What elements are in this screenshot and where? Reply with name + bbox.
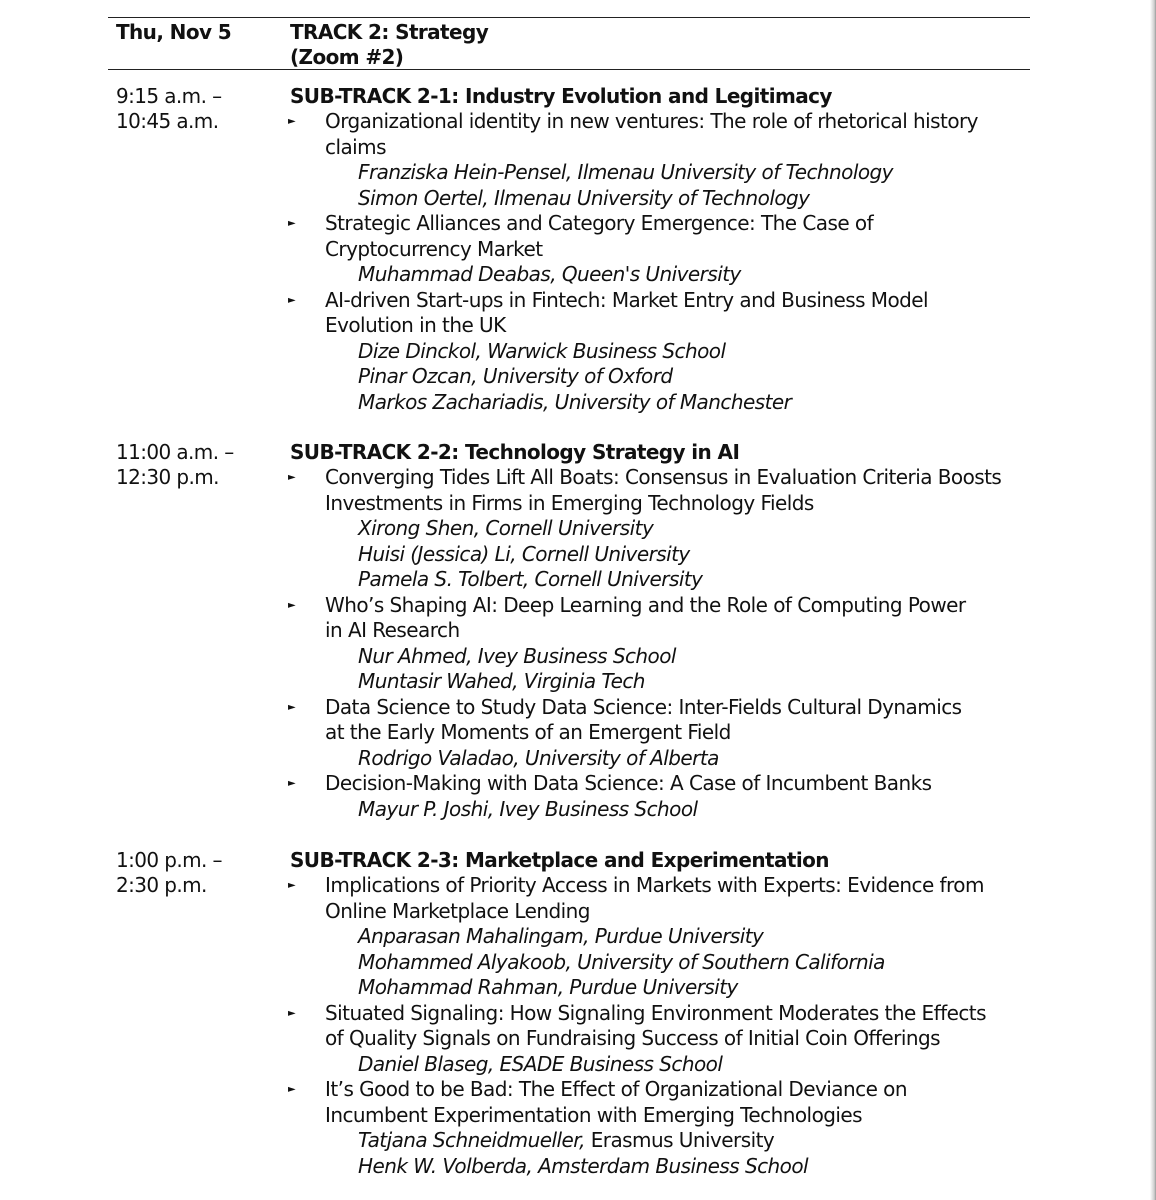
author-affiliation: Erasmus University (584, 1128, 775, 1152)
author-affiliation: University of Manchester (548, 389, 792, 414)
time-start: 9:15 a.m. – (116, 84, 222, 108)
author-line (358, 746, 1030, 772)
author-affiliation: ESADE Business School (493, 1051, 723, 1076)
paper-title-line: Strategic Alliances and Category Emergence: The Case of (325, 211, 874, 235)
subtrack-title: SUB-TRACK 2-1: Industry Evolution and Legitimacy (290, 84, 832, 108)
paper-title (325, 465, 1030, 516)
subtrack-title: SUB-TRACK 2-2: Technology Strategy in AI (290, 440, 740, 464)
bullet-icon: ► (288, 218, 296, 229)
bullet-icon: ► (288, 880, 296, 891)
author-line (358, 669, 1030, 695)
paper-title-line: Evolution in the UK (325, 313, 506, 337)
author-name: Huisi (Jessica) Li, (358, 541, 517, 566)
paper-title-line: Investments in Firms in Emerging Technology Fields (325, 490, 814, 515)
author-name: Markos Zachariadis, (358, 389, 549, 414)
author-affiliation: University of Southern California (571, 949, 885, 974)
author-line (358, 186, 1030, 212)
author-name: Tatjana Schneidmueller, (358, 1128, 585, 1152)
page-edge-shadow (1150, 0, 1156, 1200)
subtrack-title: SUB-TRACK 2-3: Marketplace and Experimentation (290, 848, 829, 872)
author-affiliation: Purdue University (563, 975, 738, 999)
author-name: Nur Ahmed, (358, 643, 472, 668)
paper-title (325, 1077, 1030, 1128)
author-line (358, 1154, 1030, 1180)
session-content (290, 84, 1030, 415)
author-line (358, 797, 1030, 823)
header-top-rule (108, 17, 1030, 18)
paper-item (290, 873, 1030, 1001)
author-name: Dize Dinckol, (358, 338, 482, 363)
paper-title-line: Situated Signaling: How Signaling Environment Moderates the Effects (325, 1000, 986, 1025)
author-line (358, 924, 1030, 950)
author-line (358, 1052, 1030, 1078)
paper-item (290, 1077, 1030, 1179)
paper-title-line: claims (325, 134, 386, 159)
header-bottom-rule (108, 69, 1030, 70)
author-affiliation: Queen's University (556, 262, 741, 286)
session-content (290, 440, 1030, 822)
paper-item (290, 771, 1030, 822)
author-affiliation: Cornell University (528, 567, 703, 591)
author-affiliation: University of Alberta (519, 745, 719, 770)
author-line (358, 262, 1030, 288)
date-text: Thu, Nov 5 (116, 20, 232, 44)
paper-title-line: Implications of Priority Access in Markets with Experts: Evidence from (325, 873, 984, 897)
author-name: Mayur P. Joshi, (358, 796, 494, 821)
time-end: 2:30 p.m. (116, 873, 207, 897)
paper-item (290, 1001, 1030, 1078)
paper-item (290, 465, 1030, 593)
author-name: Mohammad Rahman, (358, 975, 564, 999)
author-name: Simon Oertel, (358, 185, 489, 210)
paper-title-line: AI-driven Start-ups in Fintech: Market Entry and Business Model (325, 287, 929, 312)
bullet-icon: ► (288, 472, 296, 483)
paper-title (325, 288, 1030, 339)
author-affiliation: Ivey Business School (493, 796, 698, 821)
author-affiliation: Cornell University (479, 516, 654, 540)
author-line (358, 542, 1030, 568)
author-affiliation: Virginia Tech (517, 669, 645, 693)
author-name: Pinar Ozcan, (358, 364, 478, 388)
paper-item (290, 288, 1030, 416)
author-line (358, 1128, 1030, 1154)
bullet-icon: ► (288, 778, 296, 789)
author-name: Henk W. Volberda, (358, 1153, 533, 1178)
author-affiliation: Purdue University (588, 924, 764, 948)
author-name: Daniel Blaseg, (358, 1051, 494, 1076)
time-end: 12:30 p.m. (116, 465, 219, 489)
bullet-icon: ► (288, 599, 296, 611)
bullet-icon: ► (288, 116, 296, 127)
author-line (358, 975, 1030, 1001)
bullet-icon: ► (288, 701, 296, 713)
bullet-icon: ► (288, 1007, 296, 1019)
paper-title (325, 695, 1030, 746)
author-line (358, 516, 1030, 542)
paper-title-line: Converging Tides Lift All Boats: Consensus in Evaluation Criteria Boosts (325, 465, 1002, 489)
author-name: Muhammad Deabas, (358, 262, 557, 286)
paper-title-line: Organizational identity in new ventures: The role of rhetorical history (325, 109, 978, 133)
header-track (290, 20, 488, 70)
bullet-icon: ► (288, 294, 296, 306)
paper-title-line: of Quality Signals on Fundraising Success of Initial Coin Offerings (325, 1026, 940, 1050)
session-time (116, 848, 222, 898)
author-line (358, 567, 1030, 593)
paper-title (325, 593, 1030, 644)
author-name: Anparasan Mahalingam, (358, 924, 589, 948)
author-line (358, 339, 1030, 365)
paper-title (325, 1001, 1030, 1052)
author-affiliation: Ivey Business School (471, 643, 676, 668)
paper-title-line: in AI Research (325, 618, 460, 642)
paper-item (290, 593, 1030, 695)
author-name: Mohammed Alyakoob, (358, 949, 572, 974)
author-line (358, 160, 1030, 186)
time-start: 11:00 a.m. – (116, 440, 234, 464)
paper-item (290, 211, 1030, 288)
paper-title-line: at the Early Moments of an Emergent Field (325, 720, 731, 744)
header-date (116, 20, 231, 45)
paper-title (325, 211, 1030, 262)
author-line (358, 644, 1030, 670)
paper-item (290, 109, 1030, 211)
paper-title-line: Who’s Shaping AI: Deep Learning and the Role of Computing Power (325, 592, 966, 617)
paper-title-line: Cryptocurrency Market (325, 236, 543, 261)
paper-title-line: Online Marketplace Lending (325, 898, 590, 923)
paper-title (325, 771, 1030, 797)
author-name: Rodrigo Valadao, (358, 745, 520, 770)
author-name: Muntasir Wahed, (358, 669, 518, 693)
paper-title (325, 109, 1030, 160)
paper-title-line: Incumbent Experimentation with Emerging Technologies (325, 1102, 863, 1127)
paper-title (325, 873, 1030, 924)
author-affiliation: University of Oxford (477, 364, 673, 388)
author-name: Franziska Hein-Pensel, (358, 160, 572, 184)
author-affiliation: Cornell University (516, 541, 690, 566)
paper-item (290, 695, 1030, 772)
track-title: TRACK 2: Strategy (290, 20, 489, 44)
author-name: Pamela S. Tolbert, (358, 567, 529, 591)
author-affiliation: Warwick Business School (481, 338, 726, 363)
bullet-icon: ► (288, 1084, 296, 1095)
author-line (358, 950, 1030, 976)
author-affiliation: Ilmenau University of Technology (488, 185, 810, 210)
paper-title-line: Decision-Making with Data Science: A Case of Incumbent Banks (325, 771, 932, 795)
paper-title-line: Data Science to Study Data Science: Inter-Fields Cultural Dynamics (325, 694, 962, 719)
session-time (116, 84, 221, 134)
track-room: (Zoom #2) (290, 45, 404, 69)
author-line (358, 364, 1030, 390)
session-time (116, 440, 234, 490)
paper-title-line: It’s Good to be Bad: The Effect of Organizational Deviance on (325, 1077, 907, 1101)
time-start: 1:00 p.m. – (116, 848, 222, 872)
author-line (358, 390, 1030, 416)
author-name: Xirong Shen, (358, 516, 480, 540)
session-content (290, 848, 1030, 1179)
author-affiliation: Ilmenau University of Technology (571, 160, 893, 184)
author-affiliation: Amsterdam Business School (532, 1153, 809, 1178)
time-end: 10:45 a.m. (116, 109, 219, 133)
